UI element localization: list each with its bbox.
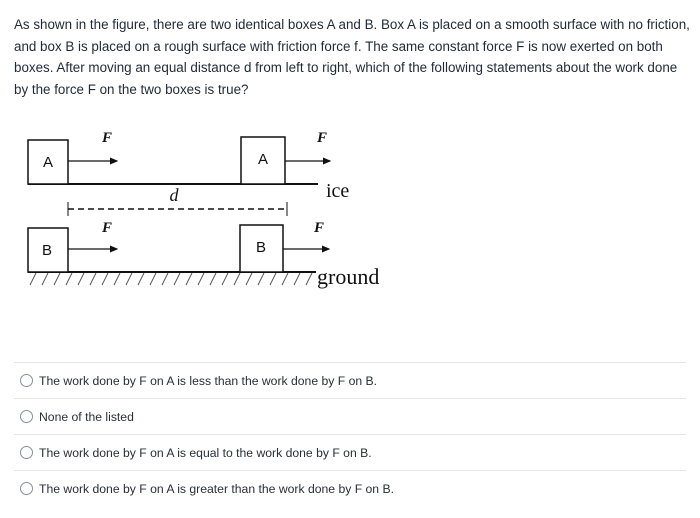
option-label: The work done by F on A is less than the work done by F on B. [39,373,378,388]
answer-option-4[interactable] [14,470,686,506]
option-label: The work done by F on A is equal to the work done by F on B. [39,445,372,460]
force-label-a-end: F [316,130,328,146]
force-label-b-end: F [313,220,325,236]
ground-hatching [30,273,312,285]
radio-button[interactable] [20,482,33,495]
radio-button[interactable] [20,446,33,459]
question-text: As shown in the figure, there are two identical boxes A and B. Box A is placed on a smooth surface with no friction, and box B is placed on a rough surface with friction force f. The same constant force F is now exerted on both boxes. After moving an equal distance d from left to right, which of the following statements about the work done by the force F on the two boxes is true? [14,17,690,97]
distance-label: d [169,185,179,205]
force-label-b-start: F [101,220,113,236]
box-b-end-label: B [255,239,267,256]
ground-label: ground [317,264,380,289]
box-a-end-label: A [257,151,269,168]
box-b-start-label: B [41,242,53,259]
answer-option-1[interactable] [14,362,686,398]
answer-options [14,362,686,506]
option-label: The work done by F on A is greater than the work done by F on B. [39,481,394,496]
answer-option-2[interactable] [14,398,686,434]
box-a-start-label: A [42,154,54,171]
ice-label: ice [326,180,350,202]
option-label: None of the listed [39,409,134,424]
radio-button[interactable] [20,374,33,387]
answer-option-3[interactable] [14,434,686,470]
radio-button[interactable] [20,410,33,423]
force-label-a-start: F [101,130,113,146]
